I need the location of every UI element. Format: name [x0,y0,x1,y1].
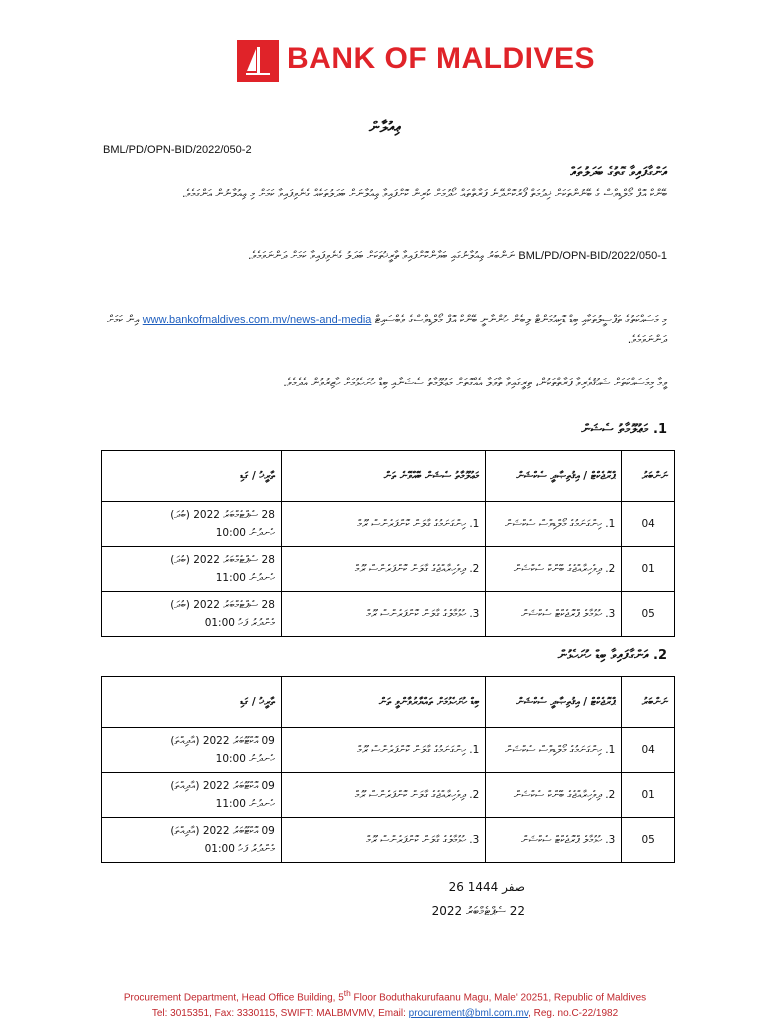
paragraph-website-post: އިން ކަމަށް ދަންނަވަމެވެ. [107,313,667,346]
table-header-row [102,677,675,728]
paragraph-instructions: ވީމާ މިމަސައްކަތަށް ޝައުޤުވެރިވާ ފަރާތްތަކުން، ތިރީގައިވާ ތާވަލާ އެއްގޮތަށް މަޢުލޫމާތު ސެޝަނާއި ބިޑް ހުށަހެޅުމަށް ހާޒިރުވުން އެދެމެވެ. [283,376,667,389]
table-header: ތާރީޚު / ގަޑި [102,451,282,502]
paragraph-intro: ބޭންކް އޮފް މޯލްޑިވްސް ގެ ބޭނުންތަކަށް ޚިދުމަތް ފޯރުކޮށްދޭނެ ފަރާތްތައް ހޯދުމަށް ކުރިން ކޮށްފައިވާ ޢިއުލާނަށް ބަދަލުތަކެއް ގެނެވިފައިވާ ކަމަށް މި ޢިއުލާނުން އަންގަމެވެ. [182,187,667,200]
section-2-title: އަންގާފައިވާ ބިޑް ހުށަހެޅުން [557,648,649,663]
table-row [102,773,675,818]
date-time-cell [102,547,282,592]
brand-name: BANK OF MALDIVES [287,42,595,75]
paragraph-website [100,310,667,350]
footer-contact-pre: Tel: 3015351, Fax: 3330115, SWIFT: MALBMVMV, Email: [151,1008,409,1020]
section-2-heading [558,648,667,663]
date-text: 09 އޮކްޓޫބަރު 2022 (އާދިއްތަ) [170,735,275,747]
venue-cell: 2. ދިވެހިރާއްޖެގެ ގާލަން ކޮންފަރެންސް ރޫމް [281,547,485,592]
project-cell: 2. ދިވެހިރާއްޖެގެ ބޭންކް ސެކްޝަން [486,547,622,592]
table-header: ބިޑް ހުށަހެޅުމަށް ތައްޔާރުވާންވީ ތަން [281,677,485,728]
number-cell: 01 [622,547,675,592]
date-time-cell [102,592,282,637]
section-1-title: މަޢުލޫމާތު ސެޝަން [581,422,649,437]
date-text: 09 އޮކްޓޫބަރު 2022 (އާދިއްތަ) [170,825,275,837]
email-link[interactable]: procurement@bml.com.mv [408,1008,529,1020]
venue-cell: 3. ހުޅުމާލެގެ ގާލަން ކޮންފަރެންސް ރޫމް [281,592,485,637]
number-cell: 01 [622,773,675,818]
venue-cell: 2. ދިވެހިރާއްޖެގެ ގާލަން ކޮންފަރެންސް ރޫމް [281,773,485,818]
document-title: ޢިއުލާން [368,118,402,136]
venue-cell: 1. ހިންގަނަމުގެ ގާލަން ކޮންފަރެންސް ރޫމް [281,728,485,773]
footer-address-post: Floor Boduthakurufaanu Magu, Male' 20251, Republic of Maldives [350,992,647,1004]
section-1-heading [581,422,667,437]
date-time-cell [102,773,282,818]
time-text: ހެނދުނު 10:00 [215,753,275,765]
project-cell: 2. ދިވެހިރާއްޖެގެ ބޭންކް ސެކްޝަން [486,773,622,818]
gregorian-date: 22 ސެޕްޓެމްބަރު 2022 [431,904,525,918]
reference-number: BML/PD/OPN-BID/2022/050-2 [103,144,252,156]
document-dates [380,875,525,923]
table-row [102,728,675,773]
table-row [102,592,675,637]
table-row [102,547,675,592]
time-text: މެންދުރު ފަހު 01:00 [204,843,275,855]
time-text: ހެނދުނު 11:00 [215,572,275,584]
paragraph-website-pre: މި މަސައްކަތުގެ ތަފްސީލުތަކާއި ބިޑް ޑޮކިއުމަންޓް ލިބެން ހުންނާނީ ބޭންކް އޮފް މޯލްޑިވްސްގެ ވެބްސައިޓް [374,313,667,326]
previous-reference: BML/PD/OPN-BID/2022/050-1 [518,250,667,262]
number-cell: 05 [622,592,675,637]
footer-address-sup: th [343,988,351,998]
date-text: 09 އޮކްޓޫބަރު 2022 (އާދިއްތަ) [170,780,275,792]
number-cell: 04 [622,728,675,773]
date-time-cell [102,818,282,863]
paragraph-reference [100,246,667,266]
table-header: މަޢުލޫމާތު ސެޝަން ބޭއްވޭނެ ތަން [281,451,485,502]
footer-address-pre: Procurement Department, Head Office Building, 5 [123,992,344,1004]
sailboat-icon [237,40,279,82]
hijri-date: 26 صفر 1444 [448,880,525,894]
table-header: ޕްރޮޖެކްޓް / އިޤުތިޞާދީ ސެކްޝަން [486,677,622,728]
table-row [102,818,675,863]
venue-cell: 1. ހިންގަނަމުގެ ގާލަން ކޮންފަރެންސް ރޫމް [281,502,485,547]
date-text: 28 ސެޕްޓެމްބަރު 2022 (ބުދަ) [170,599,275,611]
project-cell: 3. ހުޅުމާލެ ޕްރޮޖެކްޓް ސެކްޝަން [486,592,622,637]
table-header: ޕްރޮޖެކްޓް / އިޤުތިޞާދީ ސެކްޝަން [486,451,622,502]
table-header-row [102,451,675,502]
footer-contact-post: , Reg. no.C-22/1982 [528,1008,619,1020]
bid-submission-table [101,676,675,863]
number-cell: 05 [622,818,675,863]
website-link[interactable]: www.bankofmaldives.com.mv/news-and-media [142,314,372,326]
time-text: ހެނދުނު 10:00 [215,527,275,539]
date-text: 28 ސެޕްޓެމްބަރު 2022 (ބުދަ) [170,509,275,521]
number-cell: 04 [622,502,675,547]
project-cell: 1. ހިންގަނަމުގެ މޯލްޑިވްސް ސެކްޝަން [486,502,622,547]
section-heading: އަންގާފައިވާ ގޮތުގެ ބަދަލުތައް [570,165,667,180]
date-time-cell [102,728,282,773]
footer [0,985,770,1022]
paragraph-reference-text: ނަންބަރު ޢިއުލާނުގައި ބަޔާންކޮށްފައިވާ ތާރީޚުތަކަށް ބަދަލު ގެނެވިފައިވާ ކަމަށް ދަންނަވަމެވެ. [247,249,515,262]
info-session-table [101,450,675,637]
date-text: 28 ސެޕްޓެމްބަރު 2022 (ބުދަ) [170,554,275,566]
time-text: މެންދުރު ފަހު 01:00 [204,617,275,629]
footer-address [0,985,770,1006]
date-time-cell [102,502,282,547]
project-cell: 1. ހިންގަނަމުގެ މޯލްޑިވްސް ސެކްޝަން [486,728,622,773]
venue-cell: 3. ހުޅުމާލެގެ ގާލަން ކޮންފަރެންސް ރޫމް [281,818,485,863]
section-2-number: 2. [653,648,667,663]
section-1-number: 1. [653,422,667,437]
time-text: ހެނދުނު 11:00 [215,798,275,810]
table-header: ނަންބަރު [622,677,675,728]
footer-contact [0,1006,770,1022]
bank-logo [237,40,657,82]
project-cell: 3. ހުޅުމާލެ ޕްރޮޖެކްޓް ސެކްޝަން [486,818,622,863]
table-header: ނަންބަރު [622,451,675,502]
table-header: ތާރީޚު / ގަޑި [102,677,282,728]
table-row [102,502,675,547]
